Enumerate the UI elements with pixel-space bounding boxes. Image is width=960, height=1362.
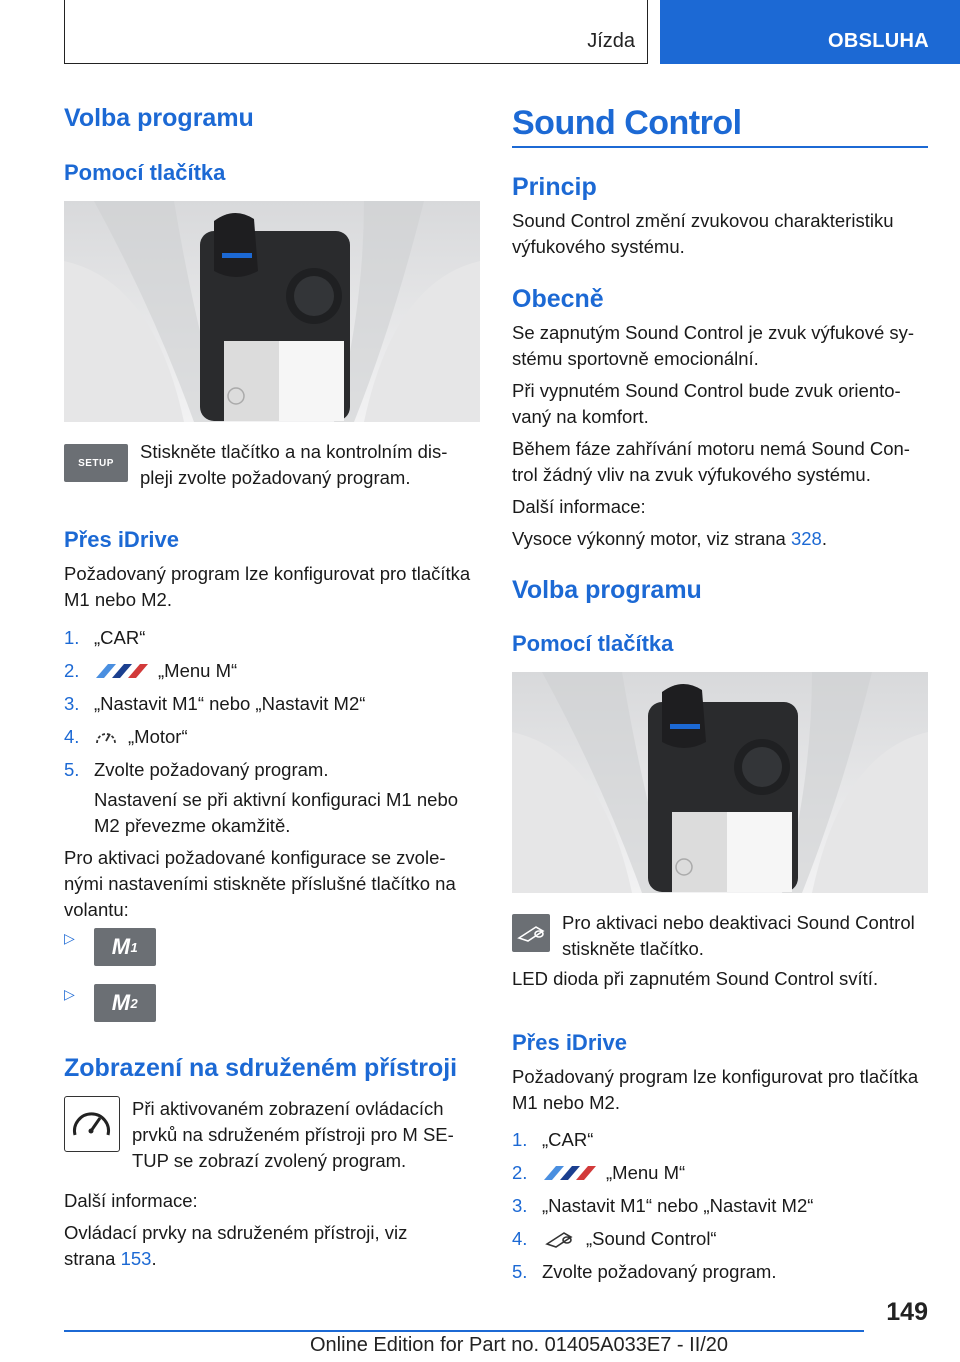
step-number: 3. [64, 693, 80, 714]
princip-line2: výfukového systému. [512, 236, 685, 257]
step-number: 4. [512, 1228, 528, 1249]
ovladaci-prefix: strana [64, 1248, 121, 1269]
vysoce-prefix: Vysoce výkonný motor, viz strana [512, 528, 791, 549]
zobr-text-line2: prvků na sdruženém přístroji pro M SE- [132, 1124, 454, 1145]
obecne-line2: stému sportovně emocionální. [512, 348, 759, 369]
activate-text-line3: volantu: [64, 899, 129, 920]
step5-note-line2: M2 převezme okamžitě. [94, 815, 291, 836]
step-text: „CAR“ [94, 627, 146, 648]
m1-label: M [111, 934, 131, 959]
step-text: Zvolte požadovaný program. [542, 1261, 777, 1282]
step-number: 5. [512, 1261, 528, 1282]
header-section-title: Jízda [587, 30, 635, 52]
obecne-line5: Během fáze zahřívání motoru nemá Sound Con- [512, 438, 910, 459]
sound-control-text-line2: stiskněte tlačítko. [562, 938, 704, 959]
heading-rule [512, 146, 928, 148]
idrive-text-line2: M1 nebo M2. [64, 589, 172, 610]
heading-volba-programu: Volba programu [512, 576, 702, 604]
exhaust-icon [516, 923, 546, 943]
step-text: „Sound Control“ [586, 1228, 717, 1249]
gauge-icon [94, 726, 118, 748]
step-text: „CAR“ [542, 1129, 594, 1150]
bullet-marker: ▷ [64, 986, 75, 1002]
exhaust-icon [542, 1229, 576, 1249]
heading-pomoci-tlacitka: Pomocí tlačítka [64, 160, 226, 185]
princip-line1: Sound Control změní zvukovou charakteristiku [512, 210, 894, 231]
dalsi-informace: Další informace: [64, 1190, 198, 1211]
setup-icon-label: SETUP [78, 457, 114, 469]
dalsi-informace: Další informace: [512, 496, 646, 517]
zobr-text-line1: Při aktivovaném zobrazení ovládacích [132, 1098, 444, 1119]
list-item [512, 1226, 928, 1259]
ovladaci-period: . [151, 1248, 157, 1269]
list-item [512, 1193, 928, 1226]
speedometer-icon [65, 1097, 118, 1150]
obecne-line1: Se zapnutým Sound Control je zvuk výfukové sy- [512, 322, 915, 343]
step-text: „Menu M“ [158, 660, 238, 681]
step-text: „Motor“ [128, 726, 188, 747]
heading-pres-idrive: Přes iDrive [512, 1030, 627, 1055]
cluster-display-icon [64, 1096, 120, 1152]
heading-obecne: Obecně [512, 285, 604, 313]
console-illustration [512, 672, 928, 893]
setup-text-line2: pleji zvolte požadovaný program. [140, 467, 411, 488]
left-steps-list [64, 625, 480, 790]
list-item [64, 691, 480, 724]
heading-pomoci-tlacitka: Pomocí tlačítka [512, 631, 674, 656]
zobr-text-line3: TUP se zobrazí zvolený program. [132, 1150, 407, 1171]
heading-zobrazeni: Zobrazení na sdruženém přístroji [64, 1054, 458, 1082]
activate-text-line2: nými nastaveními stiskněte příslušné tlačítko na [64, 873, 456, 894]
activate-text-line1: Pro aktivaci požadované konfigurace se zvole- [64, 847, 446, 868]
sound-control-button-icon [512, 914, 550, 952]
idrive-text-line1: Požadovaný program lze konfigurovat pro tlačítka [512, 1066, 919, 1087]
idrive-text-line2: M1 nebo M2. [512, 1092, 620, 1113]
step-number: 1. [512, 1129, 528, 1150]
m2-label: M [111, 990, 131, 1015]
list-item [64, 724, 480, 757]
setup-text-line1: Stiskněte tlačítko a na kontrolním dis- [140, 441, 448, 462]
m1-sup: 1 [130, 939, 139, 955]
vysoce-period: . [821, 528, 827, 549]
step-number: 2. [64, 660, 80, 681]
footer-edition: Online Edition for Part no. 01405A033E7 - II/20 [310, 1334, 729, 1356]
step-text: „Menu M“ [606, 1162, 686, 1183]
list-item [64, 625, 480, 658]
idrive-text-line1: Požadovaný program lze konfigurovat pro tlačítka [64, 563, 471, 584]
page-link-328[interactable]: 328 [790, 528, 822, 549]
header-chapter-tab[interactable] [660, 0, 960, 64]
list-item [64, 658, 480, 691]
vysoce-line [512, 526, 827, 552]
obecne-line4: vaný na komfort. [512, 406, 649, 427]
ovladaci-line1: Ovládací prvky na sdruženém přístroji, viz [64, 1222, 408, 1243]
right-steps-list [512, 1127, 928, 1292]
setup-button-icon [64, 444, 128, 482]
sound-control-text-line1: Pro aktivaci nebo deaktivaci Sound Control [562, 912, 915, 933]
footer-rule [64, 1330, 864, 1332]
step-number: 3. [512, 1195, 528, 1216]
m2-sup: 2 [130, 995, 139, 1011]
m2-button-icon [94, 984, 156, 1022]
list-item [512, 1160, 928, 1193]
obecne-line6: trol žádný vliv na zvuk výfukového systému. [512, 464, 871, 485]
step-number: 2. [512, 1162, 528, 1183]
step-text: „Nastavit M1“ nebo „Nastavit M2“ [94, 693, 366, 714]
console-illustration [64, 201, 480, 422]
step-number: 5. [64, 759, 80, 780]
m1-button-icon [94, 928, 156, 966]
heading-volba-programu: Volba programu [64, 104, 254, 132]
heading-pres-idrive: Přes iDrive [64, 527, 179, 552]
header-chapter-title: OBSLUHA [828, 30, 929, 52]
heading-princip: Princip [512, 173, 597, 201]
header-section-box [64, 0, 648, 64]
m-stripes-icon [94, 662, 150, 680]
obecne-line3: Při vypnutém Sound Control bude zvuk oriento- [512, 380, 901, 401]
page-link-153[interactable]: 153 [120, 1248, 152, 1269]
heading-sound-control: Sound Control [512, 104, 742, 142]
ovladaci-line2 [64, 1246, 157, 1272]
step-text: Zvolte požadovaný program. [94, 759, 329, 780]
led-text: LED dioda při zapnutém Sound Control svítí. [512, 968, 879, 989]
console-photo [512, 672, 928, 893]
list-item [512, 1259, 928, 1292]
console-photo [64, 201, 480, 422]
step-number: 1. [64, 627, 80, 648]
step-number: 4. [64, 726, 80, 747]
page-number: 149 [886, 1298, 928, 1326]
bullet-marker: ▷ [64, 930, 75, 946]
m-stripes-icon [542, 1164, 598, 1182]
list-item [64, 757, 480, 790]
step5-note-line1: Nastavení se při aktivní konfiguraci M1 nebo [94, 789, 459, 810]
list-item [512, 1127, 928, 1160]
step-text: „Nastavit M1“ nebo „Nastavit M2“ [542, 1195, 814, 1216]
